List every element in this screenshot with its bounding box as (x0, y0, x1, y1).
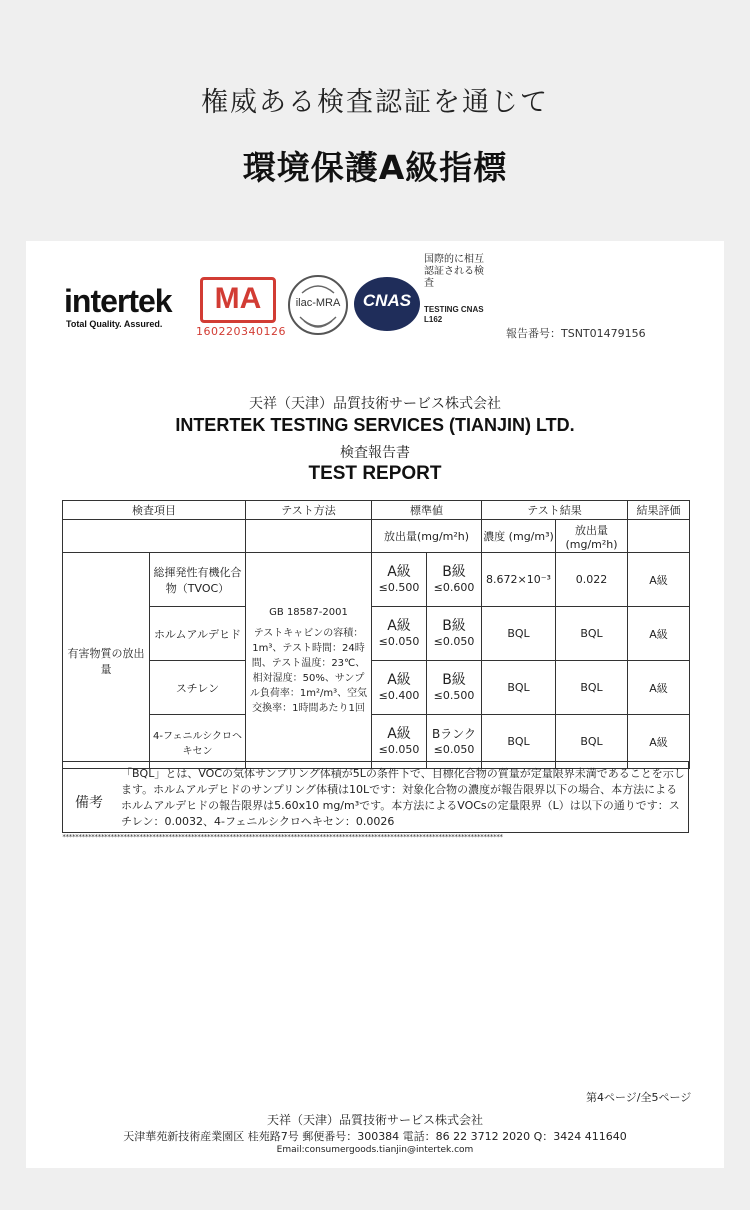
company-name-en: INTERTEK TESTING SERVICES (TIANJIN) LTD. (175, 415, 575, 435)
remarks-label: 備考 (75, 795, 103, 811)
b-value: ≤0.050 (433, 742, 475, 756)
evaluation-cell: A級 (628, 553, 690, 607)
b-limit-cell (427, 553, 482, 607)
header-subtitle: 権威ある検査認証を通じて (201, 87, 549, 118)
b-level: B級 (442, 671, 466, 688)
header-blank-eval (628, 520, 690, 553)
category-cell: 有害物質の放出量 (63, 553, 150, 769)
header-concentration: 濃度 (mg/m³) (482, 520, 556, 553)
item-cell: 4-フェニルシクロヘキセン (150, 715, 246, 769)
a-level: A級 (387, 671, 411, 688)
concentration-cell: BQL (482, 661, 556, 715)
emission-cell: BQL (556, 715, 628, 769)
remarks-text: 「BQL」とは、VOCの気体サンプリング体積が5Lの条件下で、目標化合物の質量が定量限界未満であることを示します。ホルムアルデヒドのサンプリング体積は10Lです：対象化合物の濃度が報告限界以下の場合、本方法によるホルムアルデヒドの報告限界は5.60x10 mg/m³です。本方法によるVOCsの定量限界（L）は以下の通りです：スチレン：0.0032、4-フェニルシクロヘキセン：0.0026 (121, 767, 685, 828)
a-level: A級 (387, 617, 411, 634)
header-emission: 放出量 (mg/m²h) (556, 520, 628, 553)
item-cell: 総揮発性有機化合物（TVOC） (150, 553, 246, 607)
header-evaluation: 結果評価 (628, 501, 690, 520)
report-number: 報告番号：TSNT01479156 (506, 327, 646, 340)
a-limit-cell (372, 553, 427, 607)
cnas-side-text: 国際的に相互認証される検査 (424, 254, 484, 289)
footer-email: Email:consumergoods.tianjin@intertek.com (276, 1145, 474, 1155)
ma-number: 160220340126 (196, 325, 286, 338)
method-code: GB 18587-2001 (269, 607, 348, 618)
emission-cell: BQL (556, 661, 628, 715)
intertek-tagline: Total Quality. Assured. (66, 319, 163, 329)
footer-address: 天津華苑新技術産業園区 桂苑路7号 郵便番号：300384 電話：86 22 3712 2020 Q：3424 411640 (123, 1130, 627, 1143)
method-conditions: テストキャビンの容積：1m³、テスト時間：24時間、テスト温度：23℃、相対湿度：50%、サンプル負荷率：1m²/m³、空気交換率：1時間あたり1回 (249, 628, 368, 714)
emission-cell: BQL (556, 607, 628, 661)
evaluation-cell: A級 (628, 607, 690, 661)
header-blank-method (246, 520, 372, 553)
separator-stars: ***************************************************************************************************************************************** (62, 833, 503, 841)
b-value: ≤0.500 (433, 688, 475, 702)
evaluation-cell: A級 (628, 715, 690, 769)
item-cell: スチレン (150, 661, 246, 715)
results-table (62, 500, 690, 769)
header-result: テスト結果 (482, 501, 628, 520)
b-level: B級 (442, 563, 466, 580)
a-value: ≤0.050 (378, 742, 420, 756)
report-title-en: TEST REPORT (308, 463, 442, 484)
method-cell (246, 553, 372, 769)
a-value: ≤0.400 (378, 688, 420, 702)
intertek-logo: intertek (64, 283, 172, 319)
header-item: 検査項目 (63, 501, 246, 520)
b-value: ≤0.600 (433, 580, 475, 594)
company-name-jp: 天祥（天津）品質技術サービス株式会社 (249, 396, 501, 412)
ma-logo: MA (200, 277, 276, 323)
concentration-cell: BQL (482, 715, 556, 769)
test-report-document (26, 241, 724, 1168)
b-limit-cell (427, 661, 482, 715)
b-level: B級 (442, 617, 466, 634)
b-level: Bランク (432, 726, 476, 741)
a-value: ≤0.050 (378, 634, 420, 648)
report-title-jp: 検査報告書 (340, 445, 410, 461)
cnas-code: TESTING CNAS L162 (424, 305, 484, 324)
b-value: ≤0.050 (433, 634, 475, 648)
footer-company: 天祥（天津）品質技術サービス株式会社 (266, 1113, 483, 1127)
page-number: 第4ページ/全5ページ (586, 1091, 692, 1104)
b-limit-cell (427, 607, 482, 661)
a-value: ≤0.500 (378, 580, 420, 594)
header-emission-unit: 放出量(mg/m²h) (372, 520, 482, 553)
cnas-logo-text: CNAS (362, 291, 412, 310)
emission-cell: 0.022 (556, 553, 628, 607)
a-level: A級 (387, 563, 411, 580)
a-limit-cell (372, 607, 427, 661)
remarks-box (62, 761, 689, 833)
evaluation-cell: A級 (628, 661, 690, 715)
header-standard: 標準値 (372, 501, 482, 520)
ilac-logo-text: ilac-MRA (295, 297, 341, 309)
a-level: A級 (387, 725, 411, 742)
concentration-cell: BQL (482, 607, 556, 661)
header-title: 環境保護A級指標 (242, 148, 508, 187)
header-blank-item (63, 520, 246, 553)
a-limit-cell (372, 661, 427, 715)
concentration-cell: 8.672×10⁻³ (482, 553, 556, 607)
item-cell: ホルムアルデヒド (150, 607, 246, 661)
header-method: テスト方法 (246, 501, 372, 520)
